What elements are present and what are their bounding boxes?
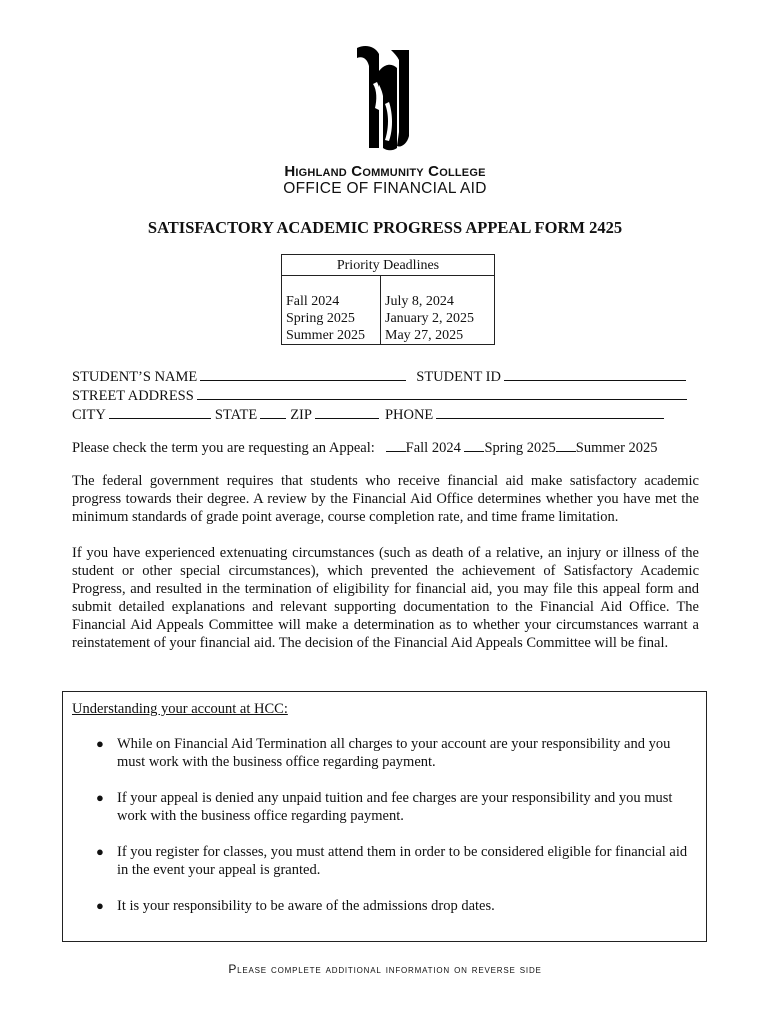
- college-name: Highland Community College: [284, 163, 486, 180]
- priority-deadlines-table: [281, 254, 495, 345]
- list-item: [96, 789, 701, 825]
- deadline-term: Fall 2024: [282, 293, 381, 310]
- state-field[interactable]: [260, 405, 286, 419]
- zip-field[interactable]: [315, 405, 379, 419]
- term-check-line: [72, 439, 658, 457]
- deadline-date: July 8, 2024: [381, 293, 495, 310]
- appeal-paragraph: If you have experienced extenuating circumstances (such as death of a relative, an injury or illness of the student or other special circumstances), which prevented the achievement of Satisfactory Academic Progress, and resulted in the termination of eligibility for financial aid, you may file this appeal form and submit detailed explanations and relevant supporting documentation to the Financial Aid Office. The Financial Aid Appeals Committee will make a determination as to whether your circumstances warrant a reinstatement of your financial aid. The decision of the Financial Aid Appeals Committee will be final.: [72, 545, 699, 651]
- student-name-field[interactable]: [200, 367, 406, 381]
- summer-2025-checkbox[interactable]: [556, 439, 576, 452]
- table-row: [282, 310, 495, 327]
- list-item-text: If you register for classes, you must attend them in order to be considered eligible for financial aid in the event your appeal is granted.: [117, 844, 688, 878]
- phone-field[interactable]: [436, 405, 664, 419]
- footer-note: Please complete additional information on reverse side: [228, 962, 542, 976]
- hcc-logo-icon: [355, 44, 411, 152]
- city-field[interactable]: [109, 405, 211, 419]
- bullet-dot-icon: ●: [96, 898, 104, 913]
- street-address-label: STREET ADDRESS: [72, 388, 194, 404]
- term-option: Spring 2025: [484, 440, 556, 456]
- phone-label: PHONE: [384, 407, 434, 423]
- list-item: [96, 735, 701, 771]
- account-rules-list: [96, 735, 701, 933]
- table-row: [282, 293, 495, 310]
- term-check-prompt: Please check the term you are requesting an Appeal:: [72, 440, 375, 456]
- deadline-date: May 27, 2025: [381, 327, 495, 345]
- deadline-term: Summer 2025: [282, 327, 381, 345]
- state-label: STATE: [214, 407, 258, 423]
- list-item-text: It is your responsibility to be aware of the admissions drop dates.: [117, 898, 495, 914]
- deadlines-title: Priority Deadlines: [282, 255, 495, 276]
- student-name-label: STUDENT’S NAME: [72, 369, 198, 385]
- fall-2024-checkbox[interactable]: [386, 439, 406, 452]
- city-label: CITY: [72, 407, 106, 423]
- deadline-term: Spring 2025: [282, 310, 381, 327]
- list-item-text: If your appeal is denied any unpaid tuition and fee charges are your responsibility and you must work with the business office regarding payment.: [117, 790, 673, 824]
- bullet-dot-icon: ●: [96, 790, 104, 805]
- bullet-dot-icon: ●: [96, 736, 104, 751]
- term-option: Fall 2024: [405, 440, 461, 456]
- list-item: [96, 843, 701, 879]
- student-id-label: STUDENT ID: [416, 369, 501, 385]
- student-id-field[interactable]: [504, 367, 686, 381]
- deadline-date: January 2, 2025: [381, 310, 495, 327]
- student-info-fields: [72, 367, 702, 424]
- office-name: OFFICE OF FINANCIAL AID: [283, 180, 487, 197]
- account-box-title: Understanding your account at HCC:: [72, 701, 288, 717]
- spring-2025-checkbox[interactable]: [464, 439, 484, 452]
- list-item-text: While on Financial Aid Termination all charges to your account are your responsibility and you must work with the business office regarding payment.: [117, 736, 671, 770]
- account-info-box: [62, 691, 707, 942]
- policy-paragraph: The federal government requires that students who receive financial aid make satisfactory academic progress towards their degree. A review by the Financial Aid Office determines whether you have met the minimum standards of grade point average, course completion rate, and time frame limitation.: [72, 473, 699, 525]
- deadlines-spacer: [282, 276, 381, 294]
- zip-label: ZIP: [290, 407, 312, 423]
- list-item: [96, 897, 701, 915]
- street-address-field[interactable]: [197, 386, 687, 400]
- page-title: SATISFACTORY ACADEMIC PROGRESS APPEAL FORM 2425: [147, 218, 623, 237]
- term-option: Summer 2025: [575, 440, 658, 456]
- deadlines-spacer: [381, 276, 495, 294]
- table-row: [282, 327, 495, 345]
- bullet-dot-icon: ●: [96, 844, 104, 859]
